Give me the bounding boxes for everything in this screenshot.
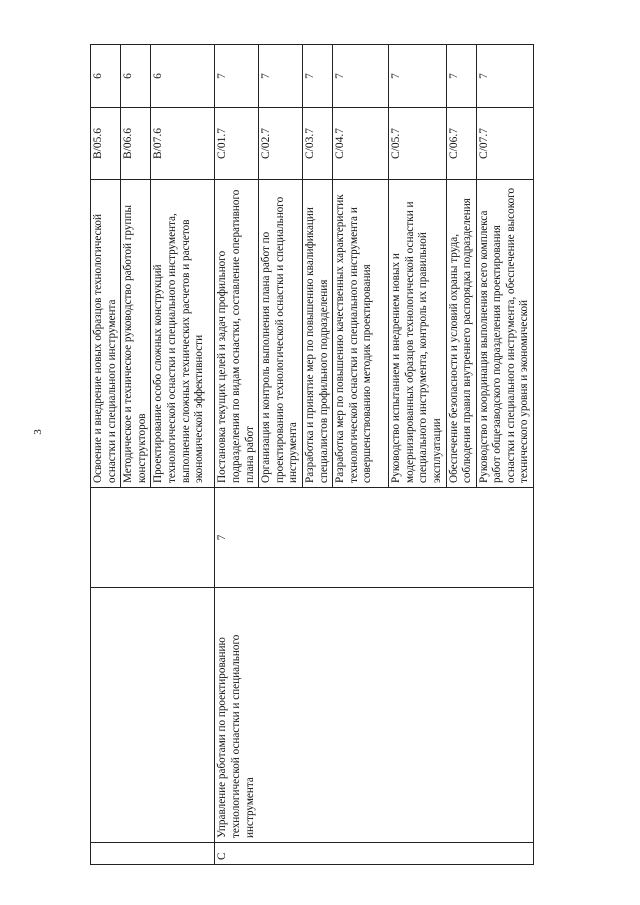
function-description: Методическое и техническое руководство работой группы конструкторов xyxy=(121,180,151,488)
function-code: C/03.7 xyxy=(302,108,332,180)
function-code: B/05.6 xyxy=(91,108,121,180)
function-level: 7 xyxy=(215,45,259,108)
table-row xyxy=(91,45,121,865)
rotated-table-area xyxy=(90,45,531,865)
group-letter: C xyxy=(215,843,534,865)
function-level: 6 xyxy=(121,45,151,108)
function-level: 6 xyxy=(91,45,121,108)
function-level: 7 xyxy=(389,45,446,108)
function-code: C/05.7 xyxy=(389,108,446,180)
function-code: C/06.7 xyxy=(446,108,476,180)
function-level: 7 xyxy=(333,45,389,108)
page-number: 3 xyxy=(32,429,44,435)
function-level: 7 xyxy=(302,45,332,108)
function-description: Разработка и принятие мер по повышению квалификации специалистов профильного подразделения xyxy=(302,180,332,488)
function-code: C/07.7 xyxy=(476,108,533,180)
function-level: 6 xyxy=(151,45,215,108)
function-level: 7 xyxy=(476,45,533,108)
function-code: C/02.7 xyxy=(259,108,303,180)
competency-table xyxy=(90,45,531,865)
function-description: Руководство и координация выполнения всего комплекса работ общезаводского подразделения проектирования оснастки и специального инструмента, обеспечение высокого технического уровня и экономической xyxy=(476,180,533,488)
function-code: B/07.6 xyxy=(151,108,215,180)
group-level-cell-empty xyxy=(91,488,215,588)
function-description: Постановка текущих целей и задач профильного подразделения по видам оснастки, составление оперативного плана работ xyxy=(215,180,259,488)
function-description: Разработка мер по повышению качественных характеристик технологической оснастки и специального инструмента и совершенствованию методик проектирования xyxy=(333,180,389,488)
group-letter-cell-empty xyxy=(91,843,215,865)
function-level: 7 xyxy=(259,45,303,108)
group-title-cell-empty xyxy=(91,588,215,843)
function-code: C/04.7 xyxy=(333,108,389,180)
group-title: Управление работами по проектированию технологической оснастки и специального инструмента xyxy=(215,588,534,843)
function-description: Проектирование особо сложных конструкций технологической оснастки и специального инструмента, выполнение сложных технических расчетов и расчетов экономической эффективности xyxy=(151,180,215,488)
function-level: 7 xyxy=(446,45,476,108)
function-description: Освоение и внедрение новых образцов технологической оснастки и специального инструмента xyxy=(91,180,121,488)
function-description: Руководство испытанием и внедрением новых и модернизированных образцов технологической оснастки и специального инструмента, контроль их правильной эксплуатации xyxy=(389,180,446,488)
function-code: C/01.7 xyxy=(215,108,259,180)
table-row xyxy=(215,45,259,865)
function-description: Организация и контроль выполнения плана работ по проектированию технологической оснастки и специального инструмента xyxy=(259,180,303,488)
group-level: 7 xyxy=(215,488,534,588)
function-code: B/06.6 xyxy=(121,108,151,180)
function-description: Обеспечение безопасности и условий охраны труда, соблюдения правил внутреннего распорядка подразделения xyxy=(446,180,476,488)
